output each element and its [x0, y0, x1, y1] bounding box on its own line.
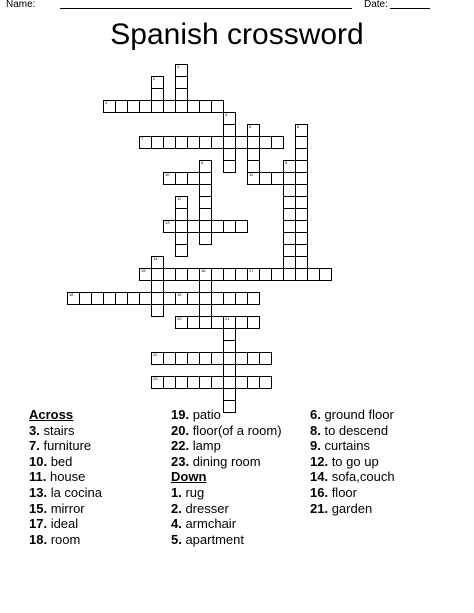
grid-cell[interactable]	[139, 292, 152, 305]
clue-item	[29, 438, 102, 454]
clue-item-number: 11.	[29, 469, 47, 485]
grid-cell[interactable]	[187, 316, 200, 329]
clue-number: 1	[177, 64, 180, 69]
clue-item-number: 4.	[171, 516, 182, 532]
name-label: Name:	[6, 0, 36, 10]
clue-item-text: ideal	[47, 516, 79, 532]
clue-number: 21	[225, 316, 230, 321]
clue-item-text: furniture	[39, 438, 92, 454]
clue-item-text: floor	[328, 484, 357, 500]
clue-item	[29, 532, 102, 548]
grid-cell[interactable]	[151, 304, 164, 317]
clue-item-text: to descend	[320, 422, 389, 438]
clue-item	[310, 407, 395, 423]
clue-item-number: 20.	[171, 422, 190, 438]
clue-number: 7	[141, 136, 144, 141]
grid-cell[interactable]	[139, 268, 152, 281]
grid-cell[interactable]	[175, 244, 188, 257]
grid-cell[interactable]	[271, 136, 284, 149]
grid-cell[interactable]	[187, 220, 200, 233]
clue-item-number: 7.	[29, 438, 40, 454]
clue-item	[310, 454, 395, 470]
clue-item	[171, 438, 282, 454]
clue-item	[171, 407, 282, 423]
clue-number: 4	[225, 112, 228, 117]
clue-number: 10	[165, 172, 170, 177]
clue-item-text: dining room	[189, 453, 261, 469]
clue-item-number: 17.	[29, 516, 48, 532]
clue-item-number: 13.	[29, 484, 48, 500]
clue-item-text: curtains	[320, 438, 370, 454]
clue-item-number: 14.	[310, 469, 329, 485]
clue-item	[310, 469, 395, 485]
clue-number: 6	[297, 124, 300, 129]
clue-item-number: 21.	[310, 500, 329, 516]
grid-cell[interactable]	[187, 172, 200, 185]
grid-cell[interactable]	[211, 376, 224, 389]
clue-item-number: 1.	[171, 484, 182, 500]
clue-number: 22	[153, 352, 158, 357]
clue-item	[29, 469, 102, 485]
clue-item	[310, 485, 395, 501]
clue-number: 18	[69, 292, 74, 297]
clue-item-number: 3.	[29, 422, 40, 438]
clue-item-number: 2.	[171, 500, 182, 516]
clue-item-number: 19.	[171, 407, 190, 422]
page-title: Spanish crossword	[110, 18, 364, 51]
grid-cell[interactable]	[163, 100, 176, 113]
grid-cell[interactable]	[163, 220, 176, 233]
clue-item	[171, 485, 282, 501]
clue-number: 12	[177, 196, 182, 201]
clue-item	[310, 438, 395, 454]
clue-column-3	[310, 407, 395, 516]
clue-item	[171, 516, 282, 532]
clue-item	[29, 516, 102, 532]
clue-item	[29, 423, 102, 439]
clue-item-text: to go up	[328, 453, 379, 469]
clue-item	[29, 501, 102, 517]
clue-number: 2	[153, 76, 156, 81]
clue-number: 5	[249, 124, 252, 129]
clue-item	[310, 501, 395, 517]
clue-item-text: rug	[181, 484, 205, 500]
clue-item-text: apartment	[181, 531, 244, 547]
clue-item-text: bed	[47, 453, 73, 469]
grid-cell[interactable]	[139, 100, 152, 113]
clue-number: 9	[285, 160, 288, 165]
clue-item	[29, 454, 102, 470]
clue-item-text: house	[46, 469, 86, 485]
across-heading: Across	[29, 407, 74, 422]
clue-item-text: mirror	[47, 500, 85, 516]
grid-cell[interactable]	[199, 232, 212, 245]
clue-item-number: 15.	[29, 500, 48, 516]
clue-item-number: 9.	[310, 438, 321, 454]
clue-item-text: la cocina	[47, 484, 102, 500]
grid-cell[interactable]	[211, 352, 224, 365]
grid-cell[interactable]	[319, 268, 332, 281]
clue-item-text: dresser	[181, 500, 229, 516]
clue-number: 23	[153, 376, 158, 381]
clue-number: 16	[201, 268, 206, 273]
clue-number: 19	[177, 292, 182, 297]
grid-cell[interactable]	[271, 172, 284, 185]
clue-number: 8	[201, 160, 204, 165]
clue-item	[29, 485, 102, 501]
clue-item-number: 8.	[310, 422, 321, 438]
clue-item-number: 18.	[29, 531, 48, 547]
clue-item-text: sofa,couch	[328, 469, 395, 485]
grid-cell[interactable]	[211, 136, 224, 149]
grid-cell[interactable]	[247, 316, 260, 329]
clue-column-1	[29, 407, 102, 547]
clue-item-text: lamp	[189, 438, 221, 454]
clue-number: 3	[105, 100, 108, 105]
clue-item-text: floor(of a room)	[189, 422, 282, 438]
clue-item-number: 16.	[310, 484, 329, 500]
grid-cell[interactable]	[259, 376, 272, 389]
clue-item	[171, 454, 282, 470]
clue-item-text: stairs	[39, 422, 75, 438]
grid-cell[interactable]	[187, 292, 200, 305]
clue-item-number: 23.	[171, 453, 190, 469]
clue-item-number: 22.	[171, 438, 190, 454]
clue-item	[171, 423, 282, 439]
clue-item-text: room	[47, 531, 81, 547]
clue-item	[171, 501, 282, 517]
clue-item-number: 10.	[29, 453, 48, 469]
clue-number: 11	[249, 172, 254, 177]
clue-item	[171, 532, 282, 548]
clue-item-text: patio	[189, 407, 221, 422]
clue-number: 14	[153, 256, 158, 261]
clue-item-number: 5.	[171, 531, 182, 547]
clue-number: 13	[165, 220, 170, 225]
grid-cell[interactable]	[259, 352, 272, 365]
clue-item-text: garden	[328, 500, 373, 516]
clue-item	[310, 423, 395, 439]
clue-item-number: 12.	[310, 453, 329, 469]
grid-cell[interactable]	[247, 292, 260, 305]
clue-item-text: ground floor	[320, 407, 394, 422]
clue-number: 17	[249, 268, 254, 273]
grid-cell[interactable]	[235, 136, 248, 149]
grid-cell[interactable]	[223, 160, 236, 173]
date-label: Date:	[364, 0, 388, 10]
clue-number: 20	[177, 316, 182, 321]
grid-cell[interactable]	[235, 220, 248, 233]
clue-item-text: armchair	[181, 516, 237, 532]
clue-column-2	[171, 407, 282, 547]
clue-item-number: 6.	[310, 407, 321, 422]
grid-cell[interactable]	[283, 268, 296, 281]
clue-number: 15	[141, 268, 146, 273]
down-heading: Down	[171, 469, 207, 485]
